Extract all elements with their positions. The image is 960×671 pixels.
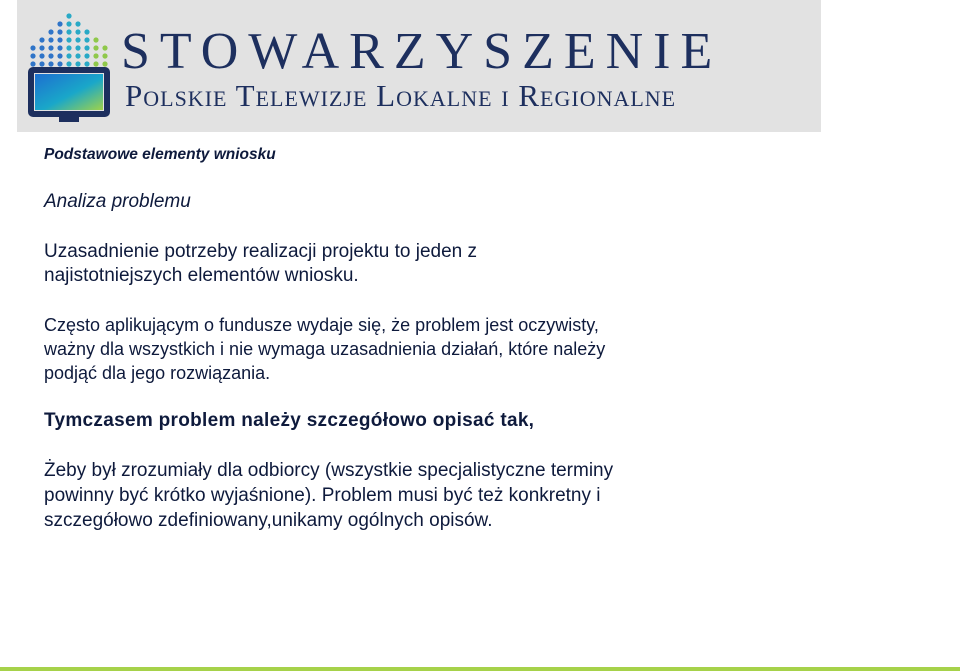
logo-dot	[75, 53, 80, 58]
logo-dot	[75, 29, 80, 34]
logo-dot	[93, 37, 98, 42]
logo-dot	[39, 37, 44, 42]
logo-dot	[84, 37, 89, 42]
logo-dot	[75, 21, 80, 26]
logo-dot	[48, 29, 53, 34]
section-label: Podstawowe elementy wniosku	[44, 146, 276, 163]
logo-dot	[84, 53, 89, 58]
logo-dot	[66, 21, 71, 26]
logo-dot	[30, 45, 35, 50]
logo-dot	[102, 53, 107, 58]
paragraph-line: Żeby był zrozumiały dla odbiorcy (wszystkie specjalistyczne terminy	[44, 460, 614, 481]
section-heading: Analiza problemu	[44, 191, 191, 212]
emphasis-line: Tymczasem problem należy szczegółowo opisać tak,	[44, 410, 535, 431]
lead-paragraph	[44, 240, 477, 288]
logo-subtitle: Polskie Telewizje Lokalne i Regionalne	[125, 78, 677, 113]
paragraph-line: ważny dla wszystkich i nie wymaga uzasadnienia działań, które należy	[44, 339, 606, 359]
logo-dot	[57, 61, 62, 66]
logo-dot	[48, 53, 53, 58]
logo-dot	[48, 45, 53, 50]
footer-accent-rule	[0, 667, 960, 671]
lead-line: Uzasadnienie potrzeby realizacji projektu to jeden z	[44, 241, 478, 262]
logo-dot	[48, 37, 53, 42]
logo-dot	[30, 53, 35, 58]
logo-dot	[75, 61, 80, 66]
logo-dot	[66, 29, 71, 34]
logo-dot	[84, 29, 89, 34]
header-banner	[17, 0, 821, 132]
logo-dot	[102, 61, 107, 66]
paragraph-line: Często aplikującym o fundusze wydaje się, że problem jest oczywisty,	[44, 315, 599, 335]
logo-dot	[39, 61, 44, 66]
logo-dot	[93, 61, 98, 66]
logo-dot	[84, 45, 89, 50]
logo-title: STOWARZYSZENIE	[121, 23, 723, 80]
logo-dot	[57, 29, 62, 34]
paragraph	[44, 313, 605, 385]
logo-dot	[57, 45, 62, 50]
logo-dot	[39, 53, 44, 58]
logo-dot	[66, 53, 71, 58]
logo-dot	[66, 37, 71, 42]
logo-dot	[93, 53, 98, 58]
paragraph-line: podjąć dla jego rozwiązania.	[44, 363, 271, 383]
lead-line: najistotniejszych elementów wniosku.	[44, 265, 359, 286]
tv-dots-logo-icon	[19, 6, 119, 126]
logo-dot	[75, 37, 80, 42]
logo-dot	[66, 13, 71, 18]
paragraph-line: powinny być krótko wyjaśnione). Problem musi być też konkretny i	[44, 485, 601, 506]
paragraph-line: szczegółowo zdefiniowany,unikamy ogólnych opisów.	[44, 510, 493, 531]
logo-dot	[75, 45, 80, 50]
logo-dot	[39, 45, 44, 50]
logo-dot	[66, 45, 71, 50]
logo-dot	[93, 45, 98, 50]
logo-dot	[57, 37, 62, 42]
logo-dot	[102, 45, 107, 50]
logo-dot	[48, 61, 53, 66]
paragraph	[44, 458, 613, 533]
logo-dot	[57, 53, 62, 58]
logo-dot	[57, 21, 62, 26]
logo-dot	[30, 61, 35, 66]
logo-dot	[66, 61, 71, 66]
logo-dot	[84, 61, 89, 66]
